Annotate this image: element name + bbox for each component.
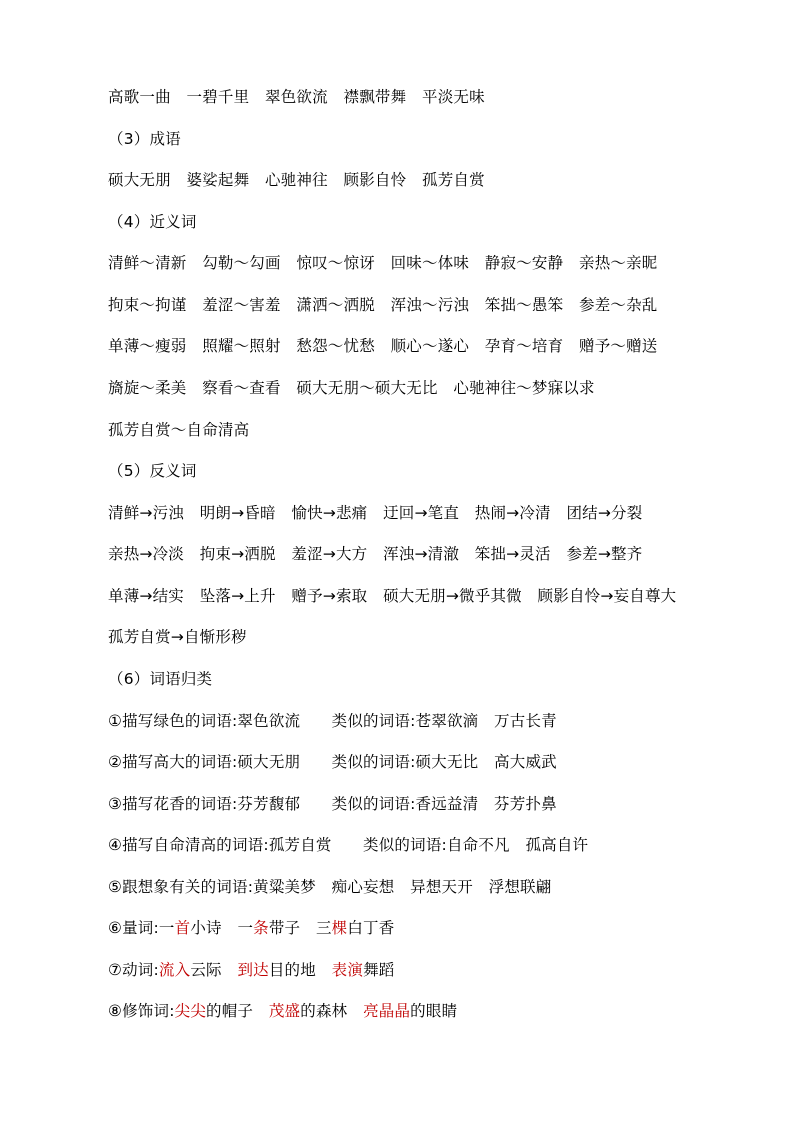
text-line: 高歌一曲 一碧千里 翠色欲流 襟飘带舞 平淡无味 <box>108 88 485 106</box>
text-line: 硕大无朋 婆娑起舞 心驰神往 顾影自怜 孤芳自赏 <box>108 171 485 189</box>
measure-words-line <box>108 917 394 939</box>
phrase: 到达目的地 <box>237 961 316 979</box>
phrase: 表演舞蹈 <box>331 961 395 979</box>
highlighted-word: 到达 <box>237 961 269 979</box>
phrase: 流入云际 <box>158 961 222 979</box>
section-heading-idioms: （3）成语 <box>108 130 181 148</box>
text-line: 拘束～拘谨 羞涩～害羞 潇洒～洒脱 浑浊～污浊 笨拙～愚笨 参差～杂乱 <box>108 296 658 314</box>
line-prefix: ⑦动词: <box>108 961 159 979</box>
text-line: 清鲜～清新 勾勒～勾画 惊叹～惊讶 回味～体味 静寂～安静 亲热～亲昵 <box>108 254 658 272</box>
text-line: 单薄～瘦弱 照耀～照射 愁怨～忧愁 顺心～遂心 孕育～培育 赠予～赠送 <box>108 337 658 355</box>
highlighted-word: 棵 <box>331 919 348 937</box>
highlighted-word: 表演 <box>331 961 364 979</box>
text-line: 单薄→结实 坠落→上升 赠予→索取 硕大无朋→微乎其微 顾影自怜→妄自尊大 <box>108 587 677 605</box>
text-line: 亲热→冷淡 拘束→洒脱 羞涩→大方 浑浊→清澈 笨拙→灵活 参差→整齐 <box>108 545 643 563</box>
highlighted-word: 尖尖 <box>174 1002 207 1020</box>
text-line: 孤芳自赏～自命清高 <box>108 421 250 439</box>
text-line: ①描写绿色的词语:翠色欲流 类似的词语:苍翠欲滴 万古长青 <box>108 712 557 730</box>
text-line: ②描写高大的词语:硕大无朋 类似的词语:硕大无比 高大威武 <box>108 753 557 771</box>
section-heading-synonyms: （4）近义词 <box>108 213 197 231</box>
phrase: 亮晶晶的眼睛 <box>363 1002 458 1020</box>
section-heading-word-categories: （6）词语归类 <box>108 670 213 688</box>
phrase: 一条带子 <box>237 919 301 937</box>
phrase: 尖尖的帽子 <box>174 1002 254 1020</box>
phrase: 一首小诗 <box>158 919 222 937</box>
text-line: ⑤跟想象有关的词语:黄粱美梦 痴心妄想 异想天开 浮想联翩 <box>108 878 552 896</box>
modifiers-line <box>108 1000 457 1022</box>
text-line: 清鲜→污浊 明朗→昏暗 愉快→悲痛 迂回→笔直 热闹→冷清 团结→分裂 <box>108 504 643 522</box>
section-heading-antonyms: （5）反义词 <box>108 462 197 480</box>
text-line: 旖旋～柔美 察看～查看 硕大无朋～硕大无比 心驰神往～梦寐以求 <box>108 379 595 397</box>
text-line: ④描写自命清高的词语:孤芳自赏 类似的词语:自命不凡 孤高自许 <box>108 836 589 854</box>
verbs-line <box>108 959 394 981</box>
phrase: 三棵白丁香 <box>315 919 395 937</box>
highlighted-word: 条 <box>253 919 269 937</box>
text-line: 孤芳自赏→自惭形秽 <box>108 628 247 646</box>
line-prefix: ⑥量词: <box>108 919 159 937</box>
highlighted-word: 亮晶晶 <box>363 1002 411 1020</box>
phrase: 茂盛的森林 <box>268 1002 348 1020</box>
highlighted-word: 首 <box>174 919 191 937</box>
text-line: ③描写花香的词语:芬芳馥郁 类似的词语:香远益清 芬芳扑鼻 <box>108 795 557 813</box>
highlighted-word: 流入 <box>158 961 191 979</box>
line-prefix: ⑧修饰词: <box>108 1002 175 1020</box>
highlighted-word: 茂盛 <box>268 1002 301 1020</box>
